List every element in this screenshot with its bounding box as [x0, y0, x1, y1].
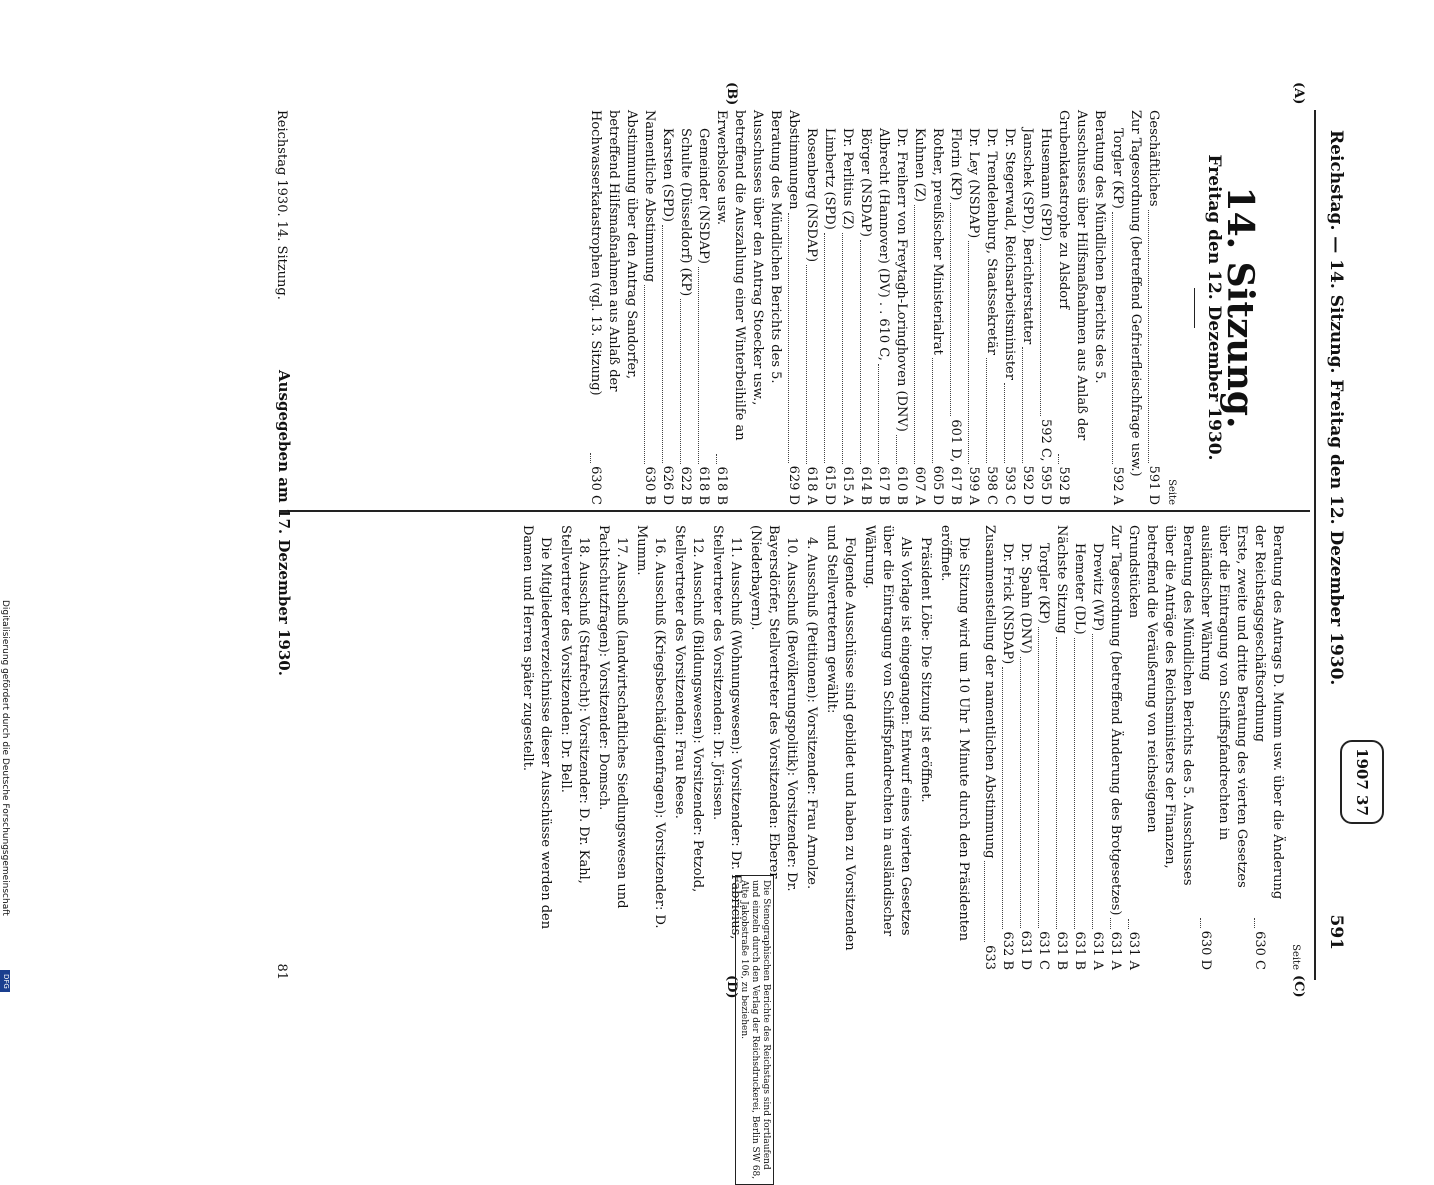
leader-dots	[1004, 383, 1005, 463]
agenda-entry-page-ref: 592 B	[1056, 466, 1071, 505]
agenda-entry-text: Drewitz (WP)	[1090, 543, 1105, 632]
agenda-entry	[874, 110, 892, 505]
agenda-entry	[640, 110, 658, 505]
agenda-entry-page-ref: 626 D	[660, 465, 675, 505]
agenda-entry-page-ref: 591 D	[1146, 465, 1161, 505]
title-separator	[1194, 288, 1195, 328]
agenda-entry-text: Schulte (Düsseldorf) (KP)	[678, 128, 693, 297]
minutes-paragraph: 11. Ausschuß (Wohnungswesen): Vorsitzender: Dr. Fabricius, Stellvertreter des Vorsitzenden: Dr. Jörissen.	[710, 525, 743, 940]
agenda-entry-text: Husemann (SPD)	[1038, 128, 1053, 242]
agenda-entry-text: Torgler (KP)	[1036, 543, 1051, 624]
agenda-entry-page-ref: 630 C	[588, 466, 603, 505]
leader-dots	[1254, 918, 1255, 928]
agenda-entry	[1018, 110, 1036, 505]
agenda-entry-text: Albrecht (Hannover) (DV) . . 610 C,	[876, 128, 891, 361]
agenda-entry	[1196, 525, 1250, 970]
minutes-paragraph: 18. Ausschuß (Strafrecht): Vorsitzender: D. Dr. Kahl, Stellvertreter des Vorsitzenden: Dr. Bell.	[558, 525, 591, 884]
agenda-entry-text: Limbertz (SPD)	[822, 128, 837, 230]
agenda-entry	[928, 110, 946, 505]
leader-dots	[878, 364, 879, 464]
leader-dots	[986, 358, 987, 463]
leader-dots	[662, 225, 663, 463]
minutes-paragraph: 10. Ausschuß (Bevölkerungspolitik): Vorsitzender: Dr. Bayersdörfer, Stellvertreter des Vorsitzenden: Eberer (Niederbayern).	[748, 525, 799, 892]
leader-dots	[824, 233, 825, 463]
leader-dots	[1110, 918, 1111, 928]
leader-dots	[1200, 918, 1201, 928]
agenda-entry-page-ref: 622 B	[678, 466, 693, 505]
agenda-entry	[1070, 525, 1088, 970]
agenda-entry-page-ref: 605 D	[930, 465, 945, 505]
minutes-paragraph: Präsident Löbe: Die Sitzung ist eröffnet.	[918, 537, 933, 803]
agenda-entry-text: Dr. Perlitius (Z)	[840, 128, 855, 230]
agenda-entry-page-ref: 607 A	[912, 466, 927, 505]
minutes-paragraph: 4. Ausschuß (Petitionen): Vorsitzender: Frau Arnolze.	[804, 537, 819, 890]
agenda-entry	[1054, 110, 1108, 505]
agenda-entry-text: Dr. Spahn (DNV)	[1018, 543, 1033, 654]
agenda-entry-page-ref: 592 A	[1110, 466, 1125, 505]
agenda-entry	[1034, 525, 1052, 970]
agenda-entry-text: Rother, preußischer Ministerialrat	[930, 128, 945, 355]
agenda-entry-text: Erste, zweite und dritte Beratung des vierten Gesetzes über die Eintragung von Schiffspfandrechten in ausländischer Währung	[1198, 525, 1249, 888]
leader-dots	[788, 213, 789, 463]
agenda-entry-text: Florin (KP)	[948, 128, 963, 201]
agenda-entry-text: Kuhnen (Z)	[912, 128, 927, 202]
agenda-entry-text: Namentliche Abstimmung	[642, 110, 657, 283]
agenda-entry-text: Dr. Stegerwald, Reichsarbeitsminister	[1002, 128, 1017, 380]
agenda-entry-text: Beratung des Mündlichen Berichts des 5. Ausschusses über den Antrag Stoecker usw., betreffend die Auszahlung einer Winterbeihilfe an Erwerbslose usw.	[714, 110, 783, 441]
agenda-entry-page-ref: 618 B	[714, 466, 729, 505]
agenda-entry-page-ref: 630 C	[1252, 931, 1267, 970]
agenda-entry	[820, 110, 838, 505]
agenda-entry-page-ref: 631 C	[1036, 931, 1051, 970]
session-title: 14. Sitzung.	[1219, 186, 1261, 429]
agenda-entry-text: Dr. Ley (NSDAP)	[966, 128, 981, 239]
agenda-entry-text: Börger (NSDAP)	[858, 128, 873, 237]
leader-dots	[968, 241, 969, 463]
agenda-entry-page-ref: 631 B	[1054, 931, 1069, 970]
agenda-entry-text: Abstimmung über den Antrag Sandorfer, betreffend Hilfsmaßnahmen aus Anlaß der Hochwasserkatastrophen (vgl. 13. Sitzung)	[588, 110, 639, 396]
agenda-entry	[964, 110, 982, 505]
agenda-entry-page-ref: 630 D	[1198, 930, 1213, 970]
agenda-entry	[712, 110, 784, 505]
footer-sheet-number: 81	[274, 963, 289, 980]
seite-label: Seite	[1166, 479, 1177, 505]
agenda-list-left	[586, 110, 1162, 505]
leader-dots	[680, 299, 681, 463]
left-column	[586, 110, 1304, 505]
minutes-paragraph: Folgende Ausschüsse sind gebildet und haben zu Vorsitzenden und Stellvertretern gewählt:	[824, 525, 857, 951]
leader-dots	[1038, 627, 1039, 928]
minutes-paragraph: 12. Ausschuß (Bildungswesen): Vorsitzender: Petzold, Stellvertreter des Vorsitzenden: Frau Reese.	[672, 525, 705, 893]
margin-c: (C)	[1291, 975, 1306, 998]
agenda-entry-text: Dr. Frick (NSDAP)	[1000, 543, 1015, 665]
agenda-entry-text: Gemeinder (NSDAP)	[696, 128, 711, 264]
agenda-entry	[910, 110, 928, 505]
agenda-entry	[1000, 110, 1018, 505]
agenda-entry-page-ref: 617 B	[876, 466, 891, 505]
agenda-entry	[586, 110, 640, 505]
agenda-entry-page-ref: 631 A	[1126, 931, 1141, 970]
agenda-entry	[1088, 525, 1106, 970]
agenda-entry	[892, 110, 910, 505]
column-rule	[280, 510, 1310, 512]
leader-dots	[950, 203, 951, 416]
minutes-paragraph: Als Vorlage ist eingegangen: Entwurf eines vierten Gesetzes über die Eintragung von Schiffspfandrechten in ausländischer Währung.	[862, 525, 913, 937]
leader-dots	[1074, 638, 1075, 929]
dfg-logo: DFG	[0, 970, 10, 992]
minutes-paragraph: 17. Ausschuß (landwirtschaftliches Siedlungswesen und Pachtschutzfragen): Vorsitzender: Domsch.	[596, 525, 629, 909]
agenda-entry-page-ref: 592 C, 595 D	[1038, 418, 1053, 505]
leader-dots	[698, 267, 699, 464]
right-column	[516, 525, 1304, 970]
agenda-entry-text: Karsten (SPD)	[660, 128, 675, 222]
archive-stamp: 1907 37	[1340, 740, 1384, 824]
margin-b: (B)	[724, 82, 739, 106]
leader-dots	[716, 454, 717, 464]
agenda-entry-page-ref: 615 A	[840, 466, 855, 505]
leader-dots	[1002, 667, 1003, 928]
leader-dots	[806, 265, 807, 464]
leader-dots	[914, 205, 915, 464]
agenda-entry-page-ref: 631 A	[1090, 931, 1105, 970]
leader-dots	[1112, 212, 1113, 464]
agenda-entry-text: Dr. Trendelenburg, Staatssekretär	[984, 128, 999, 356]
agenda-entry	[1124, 525, 1196, 970]
agenda-entry	[784, 110, 802, 505]
agenda-entry	[1016, 525, 1034, 970]
leader-dots	[896, 435, 897, 464]
leader-dots	[842, 233, 843, 464]
agenda-list-right	[980, 525, 1286, 970]
agenda-entry	[998, 525, 1016, 970]
seite-label-right: Seite	[1290, 944, 1301, 970]
header-rule	[1314, 110, 1316, 980]
dfg-credit	[0, 600, 10, 1000]
agenda-entry-page-ref: 629 D	[786, 465, 801, 505]
agenda-entry-page-ref: 610 B	[894, 466, 909, 505]
leader-dots	[860, 240, 861, 464]
agenda-entry	[1106, 525, 1124, 970]
agenda-entry-text: Zur Tagesordnung (betreffend Änderung des Brotgesetzes)	[1108, 525, 1123, 916]
agenda-entry-text: Nächste Sitzung	[1054, 525, 1069, 634]
dfg-credit-text: Digitalisierung gefördert durch die Deutsche Forschungsgemeinschaft	[0, 600, 10, 916]
agenda-entry-page-ref: 599 A	[966, 466, 981, 505]
agenda-entry	[980, 525, 998, 970]
minutes-paragraph: Die Sitzung wird um 10 Uhr 1 Minute durch den Präsidenten eröffnet.	[938, 525, 971, 941]
margin-d: (D)	[724, 975, 739, 999]
agenda-entry-page-ref: 615 D	[822, 465, 837, 505]
leader-dots	[932, 358, 933, 463]
agenda-entry-page-ref: 593 C	[1002, 466, 1017, 505]
leader-dots	[1148, 210, 1149, 463]
agenda-entry-text: Janschek (SPD), Berichterstatter	[1020, 128, 1035, 345]
leader-dots	[1056, 637, 1057, 929]
margin-a: (A)	[1291, 82, 1306, 105]
agenda-entry	[946, 110, 964, 505]
running-head: Reichstag. — 14. Sitzung. Freitag den 12. Dezember 1930.	[1326, 130, 1346, 686]
minutes-paragraph: Die Mitgliederverzeichnisse dieser Ausschüsse werden den Damen und Herren später zugestellt.	[520, 525, 553, 930]
agenda-entry-page-ref: 633	[982, 945, 997, 970]
agenda-entry-text: Dr. Freiherr von Freytagh-Loringhoven (DNV)	[894, 128, 909, 432]
agenda-entry	[838, 110, 856, 505]
agenda-entry-page-ref: 631 B	[1072, 931, 1087, 970]
leader-dots	[1022, 347, 1023, 462]
agenda-entry	[982, 110, 1000, 505]
leader-dots	[1058, 454, 1059, 464]
agenda-entry-page-ref: 598 C	[984, 466, 999, 505]
agenda-entry	[676, 110, 694, 505]
agenda-entry-text: Zusammenstellung der namentlichen Abstimmung	[982, 525, 997, 859]
footer-published: Ausgegeben am 17. Dezember 1930.	[275, 370, 293, 676]
leader-dots	[1020, 657, 1021, 928]
agenda-entry-text: Beratung des Antrags D. Mumm usw. über die Änderung der Reichstagsgeschäftsordnung	[1252, 525, 1285, 900]
agenda-entry-text: Torgler (KP)	[1110, 128, 1125, 209]
leader-dots	[984, 861, 985, 942]
agenda-entry-text: Geschäftliches	[1146, 110, 1161, 207]
page-number: 591	[1326, 914, 1346, 950]
agenda-entry-page-ref: 614 B	[858, 466, 873, 505]
agenda-entry-page-ref: 618 A	[804, 466, 819, 505]
agenda-entry-page-ref: 601 D, 617 B	[948, 419, 963, 505]
agenda-entry-page-ref: 630 B	[642, 466, 657, 505]
leader-dots	[590, 453, 591, 463]
agenda-entry-page-ref: 618 B	[696, 466, 711, 505]
agenda-entry-text: Beratung des Mündlichen Berichts des 5. Ausschusses über die Anträge des Reichsministers der Finanzen, betreffend die Veräußerung von reichseigenen Grundstücken	[1126, 525, 1195, 886]
agenda-entry-page-ref: 631 D	[1018, 930, 1033, 970]
agenda-entry	[802, 110, 820, 505]
agenda-entry	[1250, 525, 1286, 970]
agenda-entry-text: Hemeter (DL)	[1072, 543, 1087, 635]
leader-dots	[1040, 244, 1041, 416]
agenda-entry	[856, 110, 874, 505]
session-date: Freitag den 12. Dezember 1930.	[1204, 154, 1224, 461]
footer-left: Reichstag 1930. 14. Sitzung.	[274, 110, 289, 300]
agenda-entry-text: Abstimmungen	[786, 110, 801, 210]
agenda-entry-text: Zur Tagesordnung (betreffend Gefrierfleischfrage usw.)	[1128, 110, 1143, 477]
agenda-entry-page-ref: 632 B	[1000, 931, 1015, 970]
leader-dots	[1128, 919, 1129, 929]
agenda-entry-page-ref: 631 A	[1108, 931, 1123, 970]
agenda-entry-text: Rosenberg (NSDAP)	[804, 128, 819, 263]
agenda-entry-page-ref: 592 D	[1020, 465, 1035, 505]
agenda-entry	[1144, 110, 1162, 505]
agenda-entry	[694, 110, 712, 505]
agenda-entry	[1052, 525, 1070, 970]
minutes-paragraph: 16. Ausschuß (Kriegsbeschädigtenfragen): Vorsitzender: D. Mumm.	[634, 525, 667, 929]
agenda-entry	[1126, 110, 1144, 505]
agenda-entry	[1108, 110, 1126, 505]
publisher-notice: Die Stenographischen Berichte des Reichstags sind fortlaufend und einzeln durch den Verlag der Reichsdruckerei, Berlin SW 68, Alte Jakobstraße 106, zu beziehen.	[735, 875, 774, 1185]
agenda-entry	[1036, 110, 1054, 505]
agenda-entry-text: Beratung des Mündlichen Berichts des 5. Ausschusses über Hilfsmaßnahmen aus Anlaß der Grubenkatastrophe zu Alsdorf	[1056, 110, 1107, 441]
agenda-entry	[658, 110, 676, 505]
leader-dots	[644, 285, 645, 463]
leader-dots	[1092, 634, 1093, 929]
